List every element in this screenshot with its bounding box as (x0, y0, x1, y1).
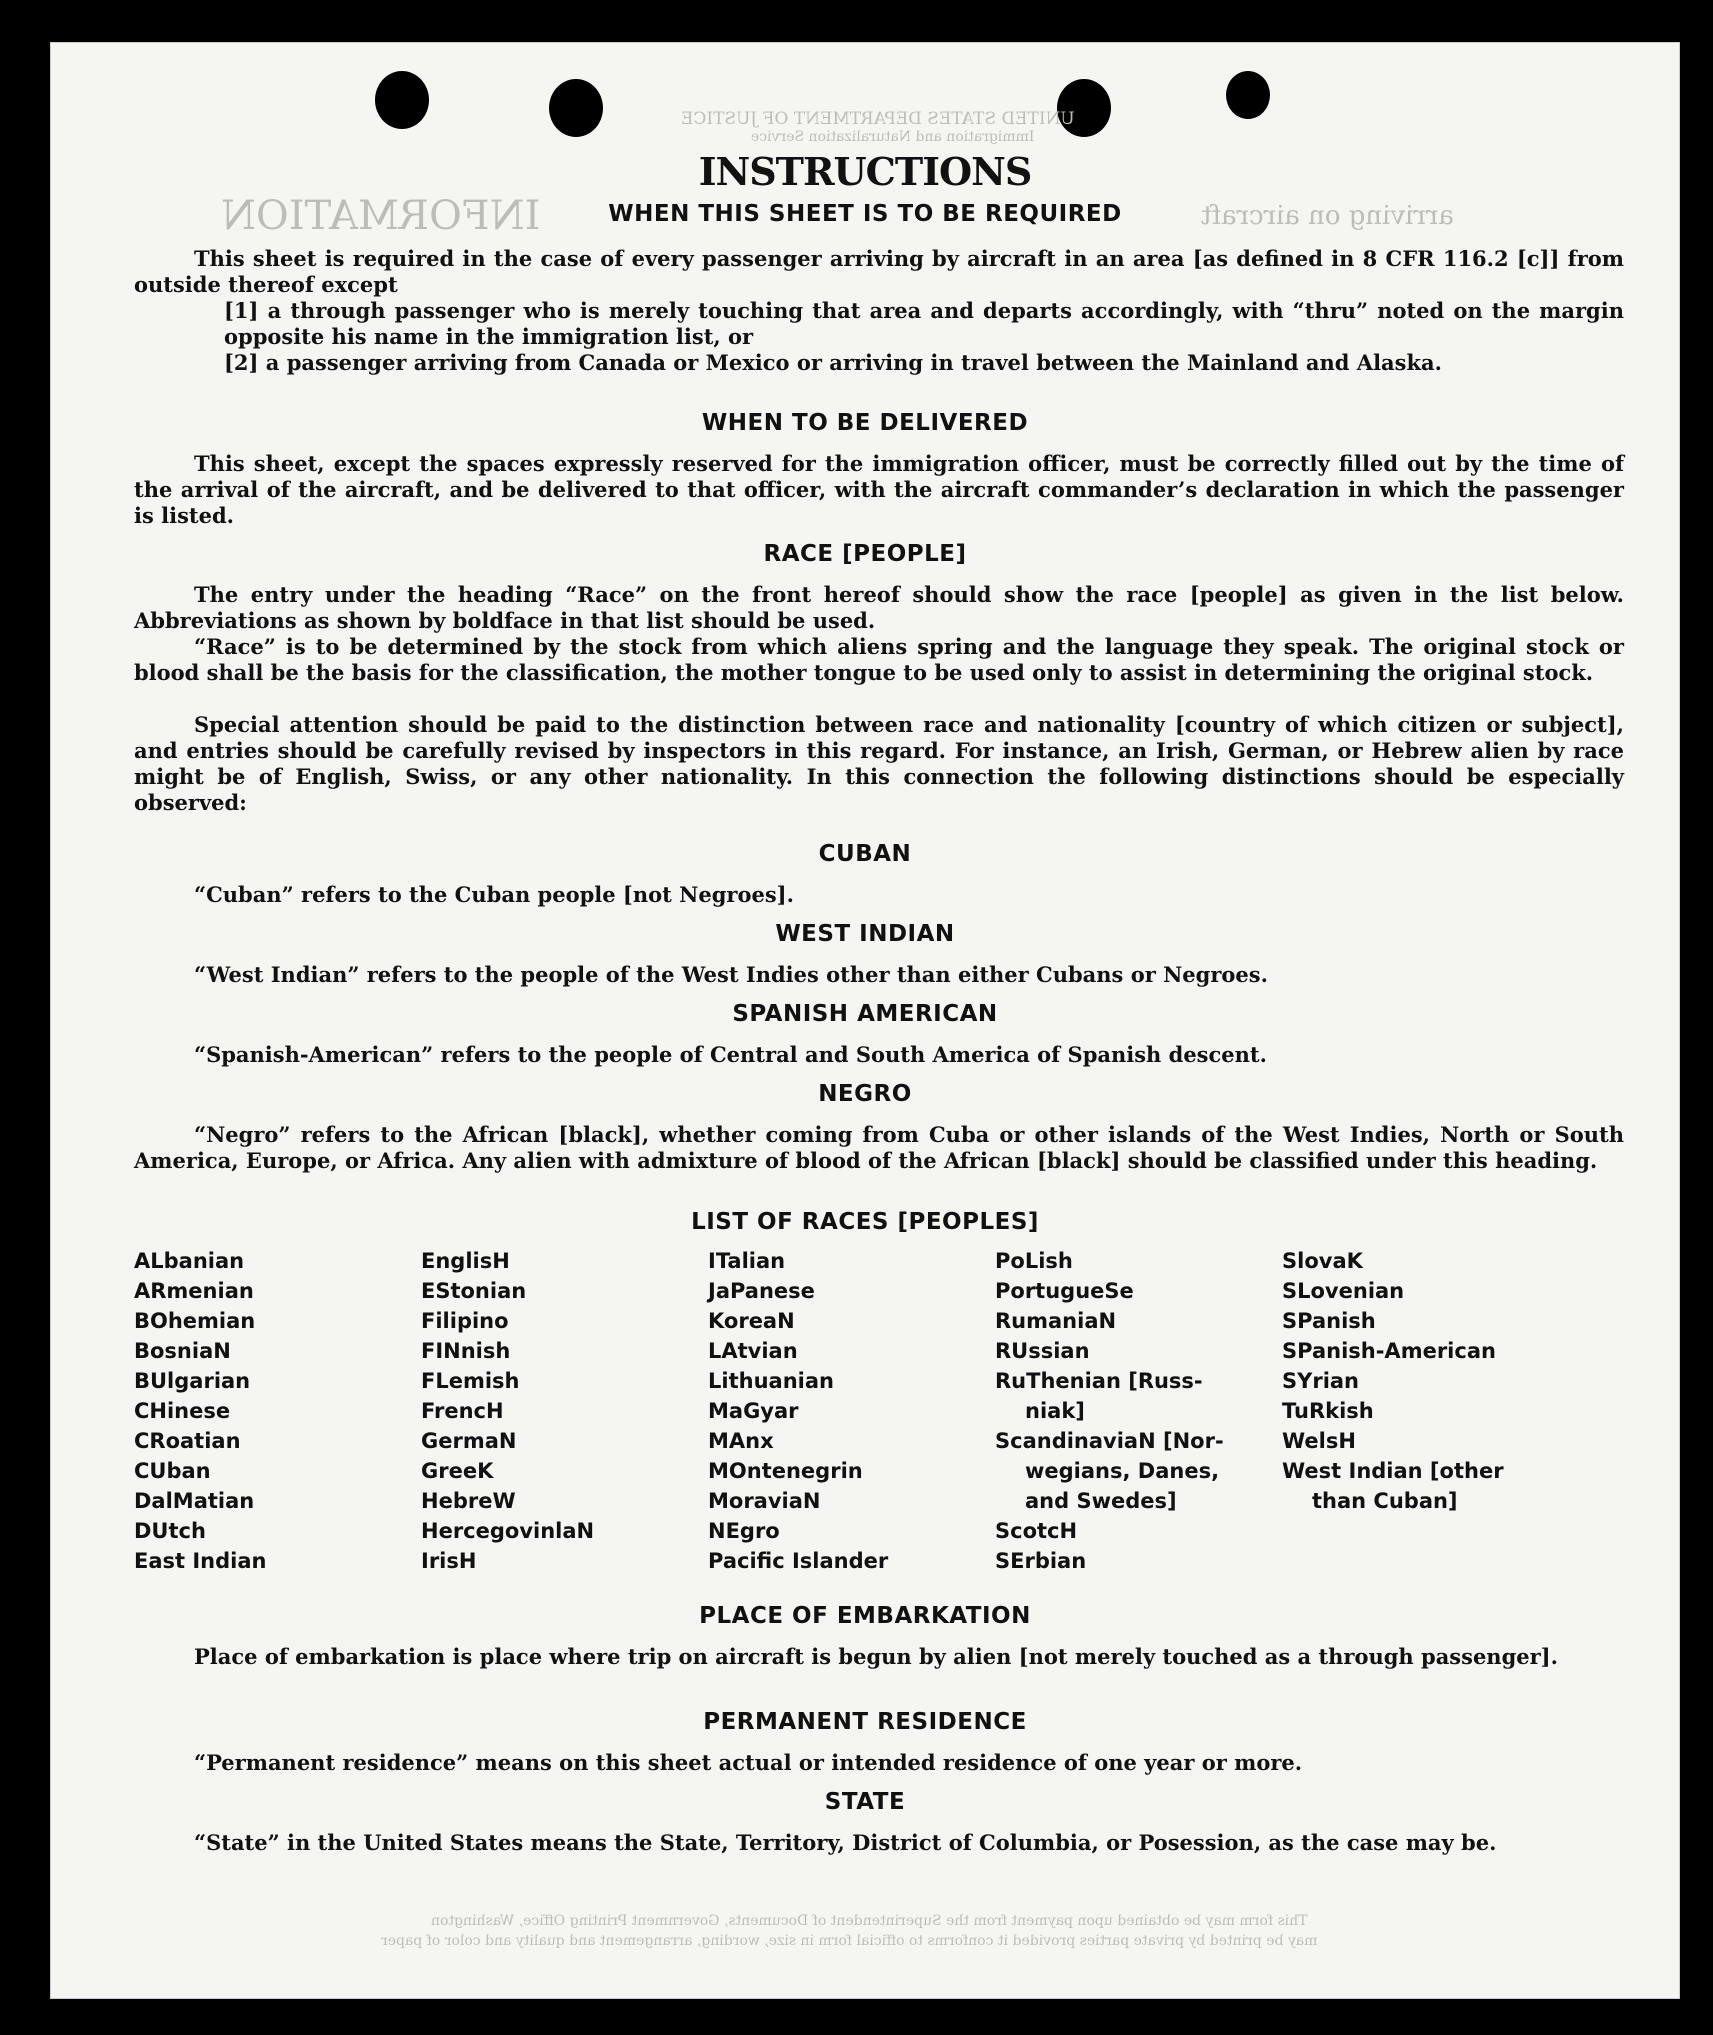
race-item-continuation: than Cuban] (1312, 1489, 1458, 1513)
race-item: ITalian (708, 1249, 786, 1273)
heading-when-delivered: WHEN TO BE DELIVERED (701, 410, 1029, 436)
race-item: WelsH (1282, 1429, 1356, 1453)
heading-embarkation: PLACE OF EMBARKATION (699, 1603, 1031, 1629)
heading-state: STATE (824, 1789, 906, 1815)
race-item: CHinese (134, 1399, 231, 1423)
race-item: BUlgarian (134, 1369, 251, 1393)
race-item: TuRkish (1282, 1399, 1374, 1423)
bleed-footer-1: This form may be obtained upon payment from the Superintendent of Documents, Government Printing Office, Washington (431, 1913, 1308, 1929)
race-item: NEgro (708, 1519, 780, 1543)
punch-hole-center (549, 79, 603, 137)
race-item: LAtvian (708, 1339, 798, 1363)
heading-when-required: WHEN THIS SHEET IS TO BE REQUIRED (608, 201, 1122, 227)
bleed-service: Immigration and Naturalization Service (751, 129, 1035, 145)
race-item: JaPanese (708, 1279, 815, 1303)
race-item: BOhemian (134, 1309, 256, 1333)
race-item: PortugueSe (995, 1279, 1134, 1303)
race-item: DUtch (134, 1519, 206, 1543)
punch-hole-left (375, 71, 429, 129)
race-item: ARmenian (134, 1279, 254, 1303)
race-item: FLemish (421, 1369, 520, 1393)
race-item-continuation: niak] (1025, 1399, 1085, 1423)
bleed-footer-2: may be printed by private parties provided it conforms to official form in size, wording, arrangement and quality and color of paper (381, 1933, 1318, 1949)
race-item: West Indian [other (1282, 1459, 1504, 1483)
race-item-continuation: and Swedes] (1025, 1489, 1177, 1513)
heading-spanish-american: SPANISH AMERICAN (732, 1001, 998, 1027)
race-item: FrencH (421, 1399, 504, 1423)
race-item: IrisH (421, 1549, 477, 1573)
race-column-3 (708, 1246, 998, 1576)
race-item: KoreaN (708, 1309, 795, 1333)
race-list (134, 1246, 1624, 1586)
race-paragraph-2: “Race” is to be determined by the stock from which aliens spring and the language they speak. The original stock or blood shall be the basis for the classification, the mother tongue to be used only to assist in determining the original stock. (134, 634, 1624, 685)
heading-cuban: CUBAN (818, 841, 912, 867)
race-item-continuation: wegians, Danes, (1025, 1459, 1220, 1483)
heading-negro: NEGRO (818, 1081, 912, 1107)
exception-2: [2] a passenger arriving from Canada or Mexico or arriving in travel between the Mainland and Alaska. (224, 350, 1442, 375)
race-item: PoLish (995, 1249, 1073, 1273)
race-item: SYrian (1282, 1369, 1360, 1393)
state-text: “State” in the United States means the State, Territory, District of Columbia, or Posession, as the case may be. (194, 1830, 1497, 1855)
race-item: DalMatian (134, 1489, 255, 1513)
when-required-intro: This sheet is required in the case of every passenger arriving by aircraft in an area [as defined in 8 CFR 116.2 [c]] from outside thereof except (134, 246, 1624, 297)
heading-list-of-races: LIST OF RACES [PEOPLES] (691, 1209, 1039, 1235)
when-delivered-text: This sheet, except the spaces expressly reserved for the immigration officer, must be correctly filled out by the time of the arrival of the aircraft, and be delivered to that officer, with the aircraft commander’s declaration in which the passenger is listed. (134, 451, 1624, 528)
race-item: SLovenian (1282, 1279, 1405, 1303)
race-item: ALbanian (134, 1249, 245, 1273)
race-item: Filipino (421, 1309, 509, 1333)
race-item: MOntenegrin (708, 1459, 863, 1483)
race-column-2 (421, 1246, 711, 1576)
heading-residence: PERMANENT RESIDENCE (703, 1709, 1027, 1735)
exception-1: [1] a through passenger who is merely touching that area and departs accordingly, with “thru” noted on the margin opposite his name in the immigration list, or (224, 298, 1624, 349)
race-item: HercegovinlaN (421, 1519, 595, 1543)
spanish-american-text: “Spanish-American” refers to the people of Central and South America of Spanish descent. (194, 1042, 1267, 1067)
race-item: MaGyar (708, 1399, 799, 1423)
race-item: RuThenian [Russ- (995, 1369, 1203, 1393)
negro-text: “Negro” refers to the African [black], whether coming from Cuba or other islands of the West Indies, North or South America, Europe, or Africa. Any alien with admixture of blood of the African [black] should be classified under this heading. (134, 1122, 1624, 1173)
race-item: BosniaN (134, 1339, 231, 1363)
heading-race: RACE [PEOPLE] (763, 541, 967, 567)
cuban-text: “Cuban” refers to the Cuban people [not Negroes]. (194, 882, 794, 907)
residence-text: “Permanent residence” means on this sheet actual or intended residence of one year or more. (194, 1750, 1303, 1775)
race-item: ScotcH (995, 1519, 1078, 1543)
race-paragraph-1: The entry under the heading “Race” on the front hereof should show the race [people] as given in the list below. Abbreviations as shown by boldface in that list should be used. (134, 582, 1624, 633)
race-item: CUban (134, 1459, 211, 1483)
race-item: Pacific Islander (708, 1549, 889, 1573)
race-column-4 (995, 1246, 1285, 1576)
race-item: GreeK (421, 1459, 494, 1483)
race-item: SErbian (995, 1549, 1087, 1573)
race-item: SlovaK (1282, 1249, 1363, 1273)
embarkation-text: Place of embarkation is place where trip on aircraft is begun by alien [not merely touched as a through passenger]. (194, 1644, 1558, 1669)
race-item: SPanish (1282, 1309, 1376, 1333)
race-item: East Indian (134, 1549, 267, 1573)
west-indian-text: “West Indian” refers to the people of the West Indies other than either Cubans or Negroes. (194, 962, 1268, 987)
document-page (50, 42, 1680, 1999)
race-item: SPanish-American (1282, 1339, 1496, 1363)
bleed-form-title: INFORMATION (221, 193, 541, 239)
race-item: RumaniaN (995, 1309, 1117, 1333)
race-column-5 (1282, 1246, 1572, 1516)
race-item: FINnish (421, 1339, 511, 1363)
heading-west-indian: WEST INDIAN (775, 921, 955, 947)
race-item: MAnx (708, 1429, 774, 1453)
race-item: CRoatian (134, 1429, 241, 1453)
page-title: INSTRUCTIONS (698, 149, 1032, 194)
race-column-1 (134, 1246, 424, 1576)
bleed-arriving: arriving on aircraft (1201, 201, 1454, 231)
punch-hole-far-right (1226, 71, 1270, 119)
race-item: GermaN (421, 1429, 517, 1453)
bleed-agency: UNITED STATES DEPARTMENT OF JUSTICE (681, 109, 1075, 129)
race-paragraph-3: Special attention should be paid to the distinction between race and nationality [country of which citizen or subject], and entries should be carefully revised by inspectors in this regard. For instance, an Irish, German, or Hebrew alien by race might be of English, Swiss, or any other nationality. In this connection the following distinctions should be especially observed: (134, 712, 1624, 815)
race-item: MoraviaN (708, 1489, 821, 1513)
race-item: HebreW (421, 1489, 516, 1513)
race-item: EStonian (421, 1279, 527, 1303)
race-item: EnglisH (421, 1249, 510, 1273)
race-item: Lithuanian (708, 1369, 834, 1393)
race-item: ScandinaviaN [Nor- (995, 1429, 1224, 1453)
race-item: RUssian (995, 1339, 1090, 1363)
